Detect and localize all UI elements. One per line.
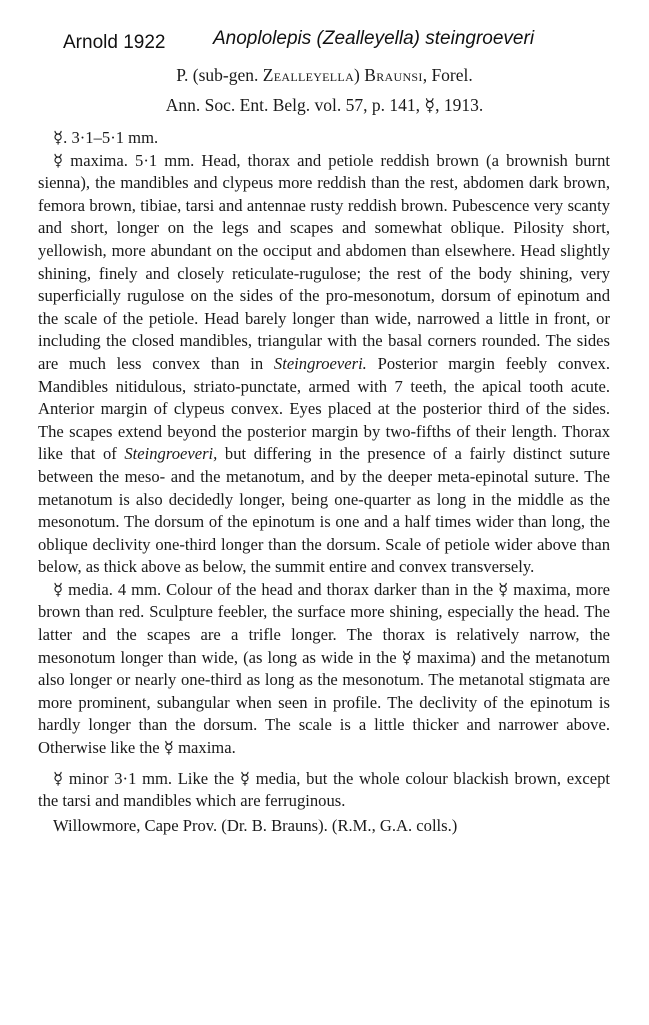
description-body: [38, 127, 610, 837]
subgenus-name: Zealleyella: [262, 65, 355, 85]
title-prefix: P. (sub-gen.: [176, 65, 263, 85]
maxima-text-c: but differing in the presence of a fairly distinct suture between the meso- and the metanotum, and by the deeper meta-epinotal suture. The metanotum is also decidedly longer, being one-quarter as long in the middle as the mesonotum. The dorsum of the epinotum is one and a half times wider than long, the oblique declivity one-third longer than the dorsum. Scale of petiole wider above than below, as thick above as below, the summit entire and convex transversely.: [38, 444, 610, 577]
species-name: Braunsi: [364, 65, 423, 85]
citation-line: Ann. Soc. Ent. Belg. vol. 57, p. 141, ☿, 1913.: [165, 95, 484, 115]
title-mid: ): [354, 65, 365, 85]
taxon-name: Anoplolepis (Zealleyella) steingroeveri: [213, 28, 535, 49]
maxima-italic-2: Steingroeveri,: [124, 444, 218, 464]
title-suffix: , Forel.: [422, 65, 473, 85]
minor-paragraph: ☿ minor 3·1 mm. Like the ☿ media, but the whole colour blackish brown, except the tarsi and mandibles which are ferruginous.: [38, 768, 610, 811]
media-paragraph: ☿ media. 4 mm. Colour of the head and thorax darker than in the ☿ maxima, more brown than red. Sculpture feebler, the surface more shining, especially the head. The latter and the scapes are a trifle longer. The thorax is relatively narrow, the mesonotum longer than wide, (as long as wide in the ☿ maxima) and the metanotum also longer or nearly one-third as long as the mesonotum. The metanotal stigmata are more prominent, subangular when seen in profile. The declivity of the epinotum is hardly longer than the dorsum. The scale is a little thicker and narrower above. Otherwise like the ☿ maxima.: [38, 579, 610, 758]
maxima-text-b: Posterior margin feebly convex. Mandibles nitidulous, striato-punctate, armed with 7 teeth, the apical tooth acute. Anterior margin of clypeus convex. Eyes placed at the posterior third of the sides. The scapes extend beyond the posterior margin by two-fifths of their length. Thorax like that of: [38, 353, 610, 464]
author-year: Arnold 1922: [63, 32, 166, 53]
species-title: [0, 65, 649, 86]
size-range-paragraph: ☿. 3·1–5·1 mm.: [53, 128, 159, 147]
maxima-paragraph: [38, 150, 610, 579]
locality-line: Willowmore, Cape Prov. (Dr. B. Brauns). (R.M., G.A. colls.): [53, 815, 458, 835]
page-header: [0, 28, 649, 58]
maxima-italic-1: Steingroeveri.: [273, 353, 367, 373]
maxima-text-a: ☿ maxima. 5·1 mm. Head, thorax and petiole reddish brown (a brownish burnt sienna), the mandibles and clypeus more reddish than the rest, abdomen dark brown, femora brown, tibiae, tarsi and antennae rusty reddish brown. Pubescence very scanty and short, longer on the legs and scapes and somewhat oblique. Pilosity short, yellowish, more abundant on the occiput and abdomen than elsewhere. Head slightly shining, finely and closely reticulate-rugulose; the rest of the body shining, very superficially rugulose on the sides of the pro-mesonotum, dorsum of epinotum and the scale of the petiole. Head barely longer than wide, narrowed a little in front, or including the closed mandibles, triangular with the basal corners rounded. The sides are much less convex than in: [38, 150, 610, 373]
